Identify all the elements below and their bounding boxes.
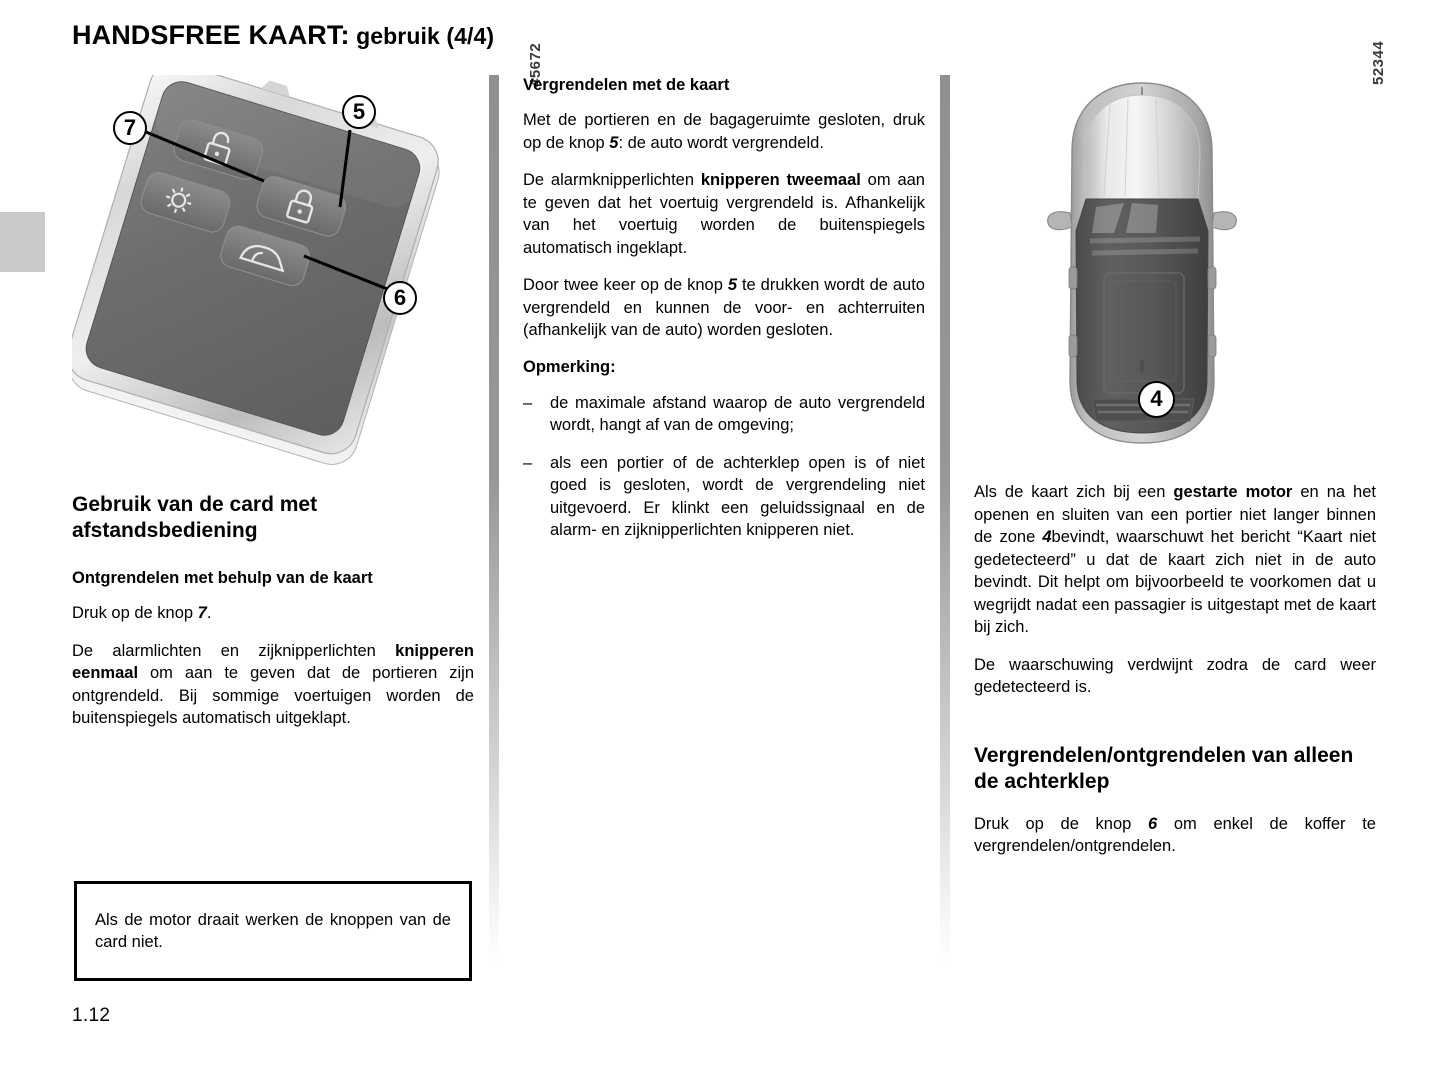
list-dash: –: [523, 393, 533, 412]
mid-p1-num: 5: [609, 133, 619, 152]
middle-paragraph-2: [523, 169, 925, 259]
left-column: [72, 42, 544, 730]
right-p3-num: 6: [1148, 814, 1158, 833]
right-heading: Vergrendelen/ontgrendelen van alleen de achterklep: [974, 743, 1354, 793]
warning-box-text: Als de motor draait werken de knoppen van de card niet.: [95, 910, 451, 951]
page-number: 1.12: [72, 1005, 111, 1026]
chapter-edge-tab: [0, 212, 45, 272]
mid-p3-b: te drukken wordt de auto vergrendeld en kunnen de voor- en achterruiten (afhankelijk van de auto) worden gesloten.: [523, 276, 925, 339]
right-p1-c: en na het openen en sluiten van een portier niet langer binnen de zone: [974, 483, 1376, 546]
middle-heading: Vergrendelen met de kaart: [523, 76, 730, 94]
column-divider-right: [940, 75, 950, 965]
figure-code-car: 52344: [1370, 40, 1387, 85]
mid-p2-c: om aan te geven dat het voertuig vergrendeld is. Afhankelijk van het voertuig worden de buitenspiegels automatisch ingeklapt.: [523, 171, 925, 257]
callout-5: 5: [342, 95, 376, 129]
middle-column: [523, 75, 925, 542]
right-column: [974, 40, 1387, 858]
right-p3-a: Druk op de knop: [974, 814, 1148, 833]
figure-code-keycard: 45672: [527, 42, 544, 87]
column-divider-left: [489, 75, 499, 965]
mid-p3-num: 5: [727, 276, 738, 294]
mid-p3-a: Door twee keer op de knop: [523, 276, 728, 294]
right-p1-num: 4: [1042, 528, 1052, 546]
middle-paragraph-1: [523, 109, 925, 154]
left-p1-pre: Druk op de knop: [72, 604, 198, 622]
figure-car: [974, 40, 1387, 465]
left-p2-b: knipperen eenmaal: [72, 641, 474, 682]
callout-4: 4: [1138, 381, 1175, 418]
left-heading: Gebruik van de card met afstandsbediening: [72, 493, 318, 542]
note-item-2-text: als een portier of de achterklep open is of niet goed is gesloten, wordt de vergrendeling niet uitgevoerd. Er klinkt een geluidssignaal en de alarm- en zijknipperlichten knipperen niet.: [550, 453, 925, 539]
mid-p2-a: De alarmknipperlichten: [523, 171, 701, 189]
note-item-2: [523, 452, 925, 542]
right-p3-b: om enkel de koffer te vergrendelen/ontgrendelen.: [974, 814, 1376, 855]
list-dash: –: [523, 453, 533, 472]
mid-p1-a: Met de portieren en de bagageruimte gesloten, druk op de knop: [523, 111, 925, 152]
left-p1-post: .: [206, 604, 212, 622]
middle-note-list: [523, 392, 925, 542]
left-paragraph-2: [72, 640, 474, 730]
right-paragraph-3: [974, 813, 1376, 858]
figure-keycard: [72, 42, 544, 470]
left-paragraph-1: [72, 602, 474, 625]
left-subheading: Ontgrendelen met behulp van de kaart: [72, 569, 373, 587]
right-paragraph-1: [974, 481, 1376, 639]
right-p1-d: bevindt, waarschuwt het bericht “Kaart niet gedetecteerd” u dat de kaart zich niet in de auto bevindt. Dit helpt om bijvoorbeeld te voorkomen dat u wegrijdt nadat een passagier is uitgestapt met de kaart bij zich.: [974, 528, 1376, 636]
mid-p2-b: knipperen tweemaal: [700, 171, 861, 189]
middle-paragraph-3: [523, 274, 925, 342]
right-p1-a: Als de kaart zich bij een: [974, 483, 1174, 501]
callout-7: 7: [113, 111, 147, 145]
left-p2-a: De alarmlichten en zijknipperlichten: [72, 641, 396, 660]
callout-6: 6: [383, 281, 417, 315]
car-top-view-illustration: [974, 75, 1376, 465]
right-paragraph-2: De waarschuwing verdwijnt zodra de card weer gedetecteerd is.: [974, 655, 1376, 696]
right-p1-b: gestarte motor: [1173, 483, 1293, 501]
page-title-main: HANDSFREE KAART:: [72, 20, 350, 50]
note-item-1: [523, 392, 925, 437]
page-title: [72, 20, 494, 51]
page-title-sub: gebruik (4/4): [349, 23, 495, 49]
mid-p1-b: : de auto wordt vergrendeld.: [618, 133, 824, 152]
left-p1-num: 7: [197, 604, 207, 622]
left-p2-c: om aan te geven dat de portieren zijn ontgrendeld. Bij sommige voertuigen worden de buitenspiegels automatisch uitgeklapt.: [72, 664, 474, 727]
warning-box: [74, 881, 472, 981]
note-item-1-text: de maximale afstand waarop de auto vergrendeld wordt, hangt af van de omgeving;: [550, 393, 925, 434]
middle-note-heading: Opmerking:: [523, 357, 616, 376]
